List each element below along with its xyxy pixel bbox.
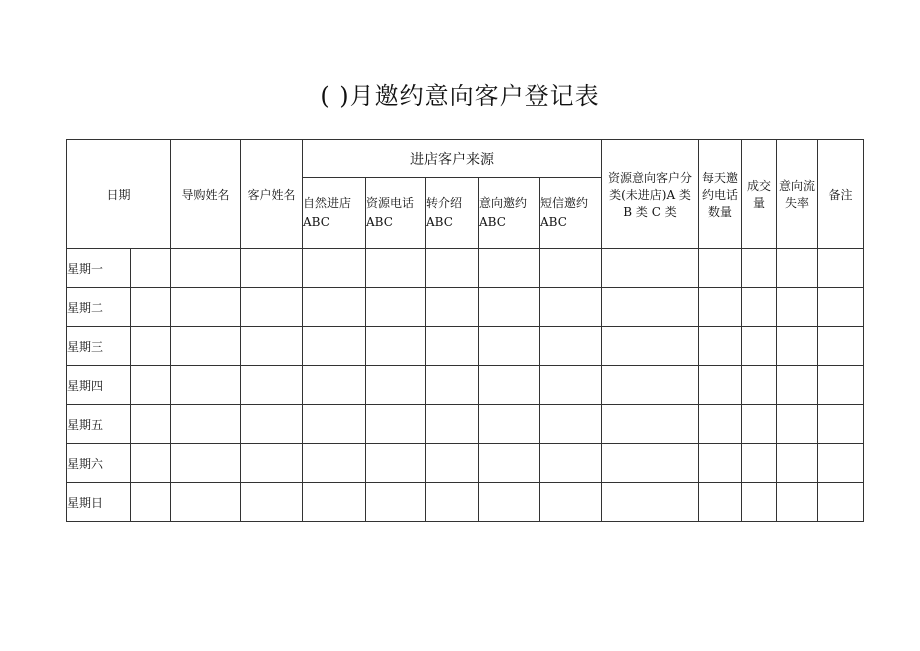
day-label: 星期二 [67,288,131,327]
resource-call-cell[interactable] [366,327,426,366]
table-row [67,405,864,444]
remarks-cell[interactable] [818,444,864,483]
classification-cell[interactable] [602,366,699,405]
walk-in-cell[interactable] [303,405,366,444]
daily-calls-cell[interactable] [699,288,742,327]
source-label: 自然进店 [303,196,352,210]
day-label: 星期四 [67,366,131,405]
header-classification [602,140,699,249]
header-classification-line: B 类 C 类 [623,204,677,219]
header-daily-calls-line: 约电话 [702,187,739,202]
customer-name-cell[interactable] [241,444,303,483]
header-source-referral [426,178,479,249]
guide-name-cell[interactable] [171,288,241,327]
source-label: 短信邀约 [540,196,589,210]
guide-name-cell[interactable] [171,249,241,288]
customer-name-cell[interactable] [241,483,303,522]
sms-invite-cell[interactable] [540,405,602,444]
guide-name-cell[interactable] [171,444,241,483]
header-loss-rate-line: 意向流 [779,179,816,193]
table-row [67,366,864,405]
header-source-resource-call [366,178,426,249]
source-grade: ABC [540,215,567,229]
header-source-walk-in [303,178,366,249]
header-guide-name: 导购姓名 [171,140,241,249]
day-label: 星期五 [67,405,131,444]
source-grade: ABC [426,215,453,229]
header-date: 日期 [67,140,171,249]
registration-table [66,139,864,522]
customer-name-cell[interactable] [241,405,303,444]
day-label: 星期六 [67,444,131,483]
resource-call-cell[interactable] [366,444,426,483]
header-classification-line: 资源意向客户分 [608,170,693,185]
customer-name-cell[interactable] [241,327,303,366]
header-classification-line: 类(未进店)A 类 [609,187,691,202]
referral-cell[interactable] [426,327,479,366]
loss-rate-cell[interactable] [777,366,818,405]
day-subcell[interactable] [131,327,171,366]
source-grade: ABC [479,215,506,229]
resource-call-cell[interactable] [366,366,426,405]
daily-calls-cell[interactable] [699,327,742,366]
referral-cell[interactable] [426,483,479,522]
resource-call-cell[interactable] [366,288,426,327]
deals-cell[interactable] [742,288,777,327]
deals-cell[interactable] [742,327,777,366]
remarks-cell[interactable] [818,288,864,327]
intent-invite-cell[interactable] [479,249,540,288]
source-grade: ABC [366,215,393,229]
referral-cell[interactable] [426,288,479,327]
source-grade: ABC [303,215,330,229]
day-subcell[interactable] [131,288,171,327]
form-title: ( )月邀约意向客户登记表 [320,82,600,110]
walk-in-cell[interactable] [303,327,366,366]
sms-invite-cell[interactable] [540,288,602,327]
sms-invite-cell[interactable] [540,366,602,405]
table-row [67,327,864,366]
referral-cell[interactable] [426,366,479,405]
table-row [67,249,864,288]
header-daily-calls-line: 每天邀 [702,170,739,185]
daily-calls-cell[interactable] [699,405,742,444]
guide-name-cell[interactable] [171,366,241,405]
sms-invite-cell[interactable] [540,444,602,483]
deals-cell[interactable] [742,249,777,288]
table-row [67,483,864,522]
referral-cell[interactable] [426,249,479,288]
classification-cell[interactable] [602,249,699,288]
walk-in-cell[interactable] [303,483,366,522]
sms-invite-cell[interactable] [540,327,602,366]
resource-call-cell[interactable] [366,483,426,522]
loss-rate-cell[interactable] [777,444,818,483]
source-label: 转介绍 [426,196,463,210]
deals-cell[interactable] [742,366,777,405]
loss-rate-cell[interactable] [777,327,818,366]
header-loss-rate [777,140,818,249]
walk-in-cell[interactable] [303,444,366,483]
header-loss-rate-line: 失率 [785,196,810,210]
table-row [67,444,864,483]
customer-name-cell[interactable] [241,288,303,327]
sms-invite-cell[interactable] [540,483,602,522]
intent-invite-cell[interactable] [479,288,540,327]
header-deals-line: 成交 [747,179,772,193]
resource-call-cell[interactable] [366,405,426,444]
loss-rate-cell[interactable] [777,249,818,288]
day-subcell[interactable] [131,483,171,522]
remarks-cell[interactable] [818,327,864,366]
deals-cell[interactable] [742,444,777,483]
resource-call-cell[interactable] [366,249,426,288]
header-remarks: 备注 [818,140,864,249]
daily-calls-cell[interactable] [699,444,742,483]
remarks-cell[interactable] [818,405,864,444]
header-daily-calls-line: 数量 [708,204,733,219]
day-subcell[interactable] [131,405,171,444]
day-label: 星期一 [67,249,131,288]
walk-in-cell[interactable] [303,366,366,405]
day-subcell[interactable] [131,249,171,288]
day-label: 星期三 [67,327,131,366]
customer-name-cell[interactable] [241,366,303,405]
guide-name-cell[interactable] [171,405,241,444]
table-row [67,288,864,327]
day-subcell[interactable] [131,366,171,405]
classification-cell[interactable] [602,405,699,444]
header-deals [742,140,777,249]
intent-invite-cell[interactable] [479,483,540,522]
remarks-cell[interactable] [818,366,864,405]
intent-invite-cell[interactable] [479,327,540,366]
deals-cell[interactable] [742,483,777,522]
classification-cell[interactable] [602,483,699,522]
day-subcell[interactable] [131,444,171,483]
header-store-source: 进店客户来源 [303,140,602,178]
daily-calls-cell[interactable] [699,249,742,288]
guide-name-cell[interactable] [171,327,241,366]
daily-calls-cell[interactable] [699,483,742,522]
guide-name-cell[interactable] [171,483,241,522]
header-source-intent-invite [479,178,540,249]
sms-invite-cell[interactable] [540,249,602,288]
deals-cell[interactable] [742,405,777,444]
day-label: 星期日 [67,483,131,522]
header-daily-calls [699,140,742,249]
walk-in-cell[interactable] [303,288,366,327]
source-label: 意向邀约 [479,196,528,210]
header-row-1 [67,140,864,178]
source-label: 资源电话 [366,196,415,210]
loss-rate-cell[interactable] [777,288,818,327]
classification-cell[interactable] [602,327,699,366]
loss-rate-cell[interactable] [777,405,818,444]
header-source-sms-invite [540,178,602,249]
remarks-cell[interactable] [818,483,864,522]
loss-rate-cell[interactable] [777,483,818,522]
referral-cell[interactable] [426,444,479,483]
day-rows [67,249,864,522]
referral-cell[interactable] [426,405,479,444]
remarks-cell[interactable] [818,249,864,288]
header-customer-name: 客户姓名 [241,140,303,249]
header-deals-line: 量 [753,196,766,210]
classification-cell[interactable] [602,288,699,327]
customer-name-cell[interactable] [241,249,303,288]
daily-calls-cell[interactable] [699,366,742,405]
intent-invite-cell[interactable] [479,405,540,444]
classification-cell[interactable] [602,444,699,483]
walk-in-cell[interactable] [303,249,366,288]
intent-invite-cell[interactable] [479,444,540,483]
intent-invite-cell[interactable] [479,366,540,405]
